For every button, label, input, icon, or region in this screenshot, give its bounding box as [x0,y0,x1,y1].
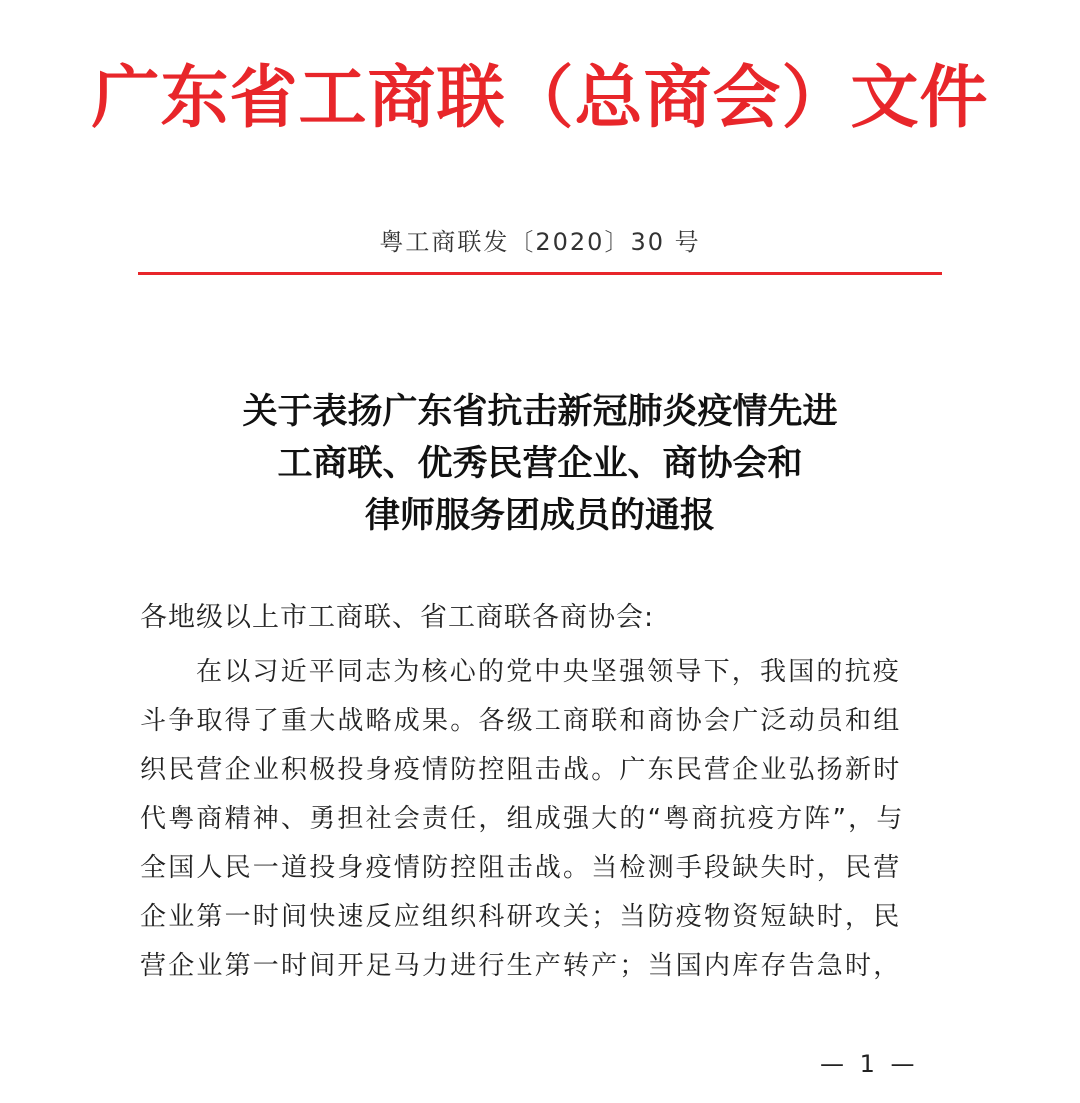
document-number: 粤工商联发〔2020〕30 号 [379,228,701,256]
body-line: 代粤商精神、勇担社会责任，组成强大的“粤商抗疫方阵”，与 [140,804,905,834]
salutation: 各地级以上市工商联、省工商联各商协会: [140,602,655,633]
title-line-3: 律师服务团成员的通报 [364,495,715,536]
body-line: 营企业第一时间开足马力进行生产转产；当国内库存告急时， [140,951,902,981]
body-line: 织民营企业积极投身疫情防控阻击战。广东民营企业弘扬新时 [140,755,902,785]
body-line: 斗争取得了重大战略成果。各级工商联和商协会广泛动员和组 [140,706,902,736]
body-line: 在以习近平同志为核心的党中央坚强领导下，我国的抗疫 [196,657,902,687]
body-text [140,648,940,991]
body-line: 企业第一时间快速反应组织科研攻关；当防疫物资短缺时，民 [140,902,902,932]
body-line: 全国人民一道投身疫情防控阻击战。当检测手段缺失时，民营 [140,853,902,883]
issuer-header-title: 广东省工商联（总商会）文件 [91,58,989,138]
document-title [0,386,1080,542]
title-line-1: 关于表扬广东省抗击新冠肺炎疫情先进 [242,391,838,432]
page-number: — 1 — [820,1050,919,1078]
title-line-2: 工商联、优秀民营企业、商协会和 [277,443,803,484]
red-divider-line [138,272,942,275]
